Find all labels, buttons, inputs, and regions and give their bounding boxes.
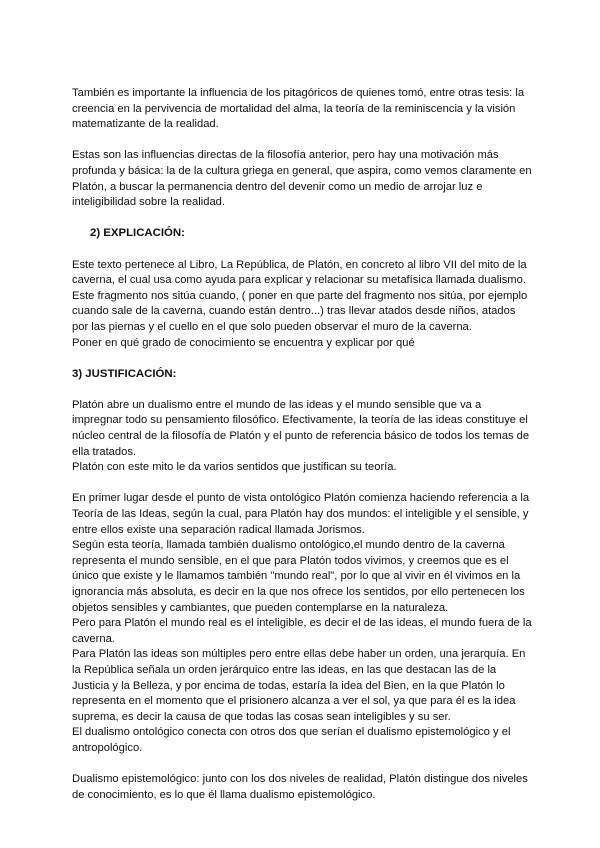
paragraph-segun-teoria: Según esta teoría, llamada también dualismo ontológico,el mundo dentro de la caverna representa el mundo sensible, en el que para Platón todos vivimos, y creemos que es el único que existe y le llamamos también "mundo real", por lo que al vivir en él vivimos en la ignorancia más absoluta, es decir en la que nos ofrece los sentidos, por ello pertenecen los objetos sensibles y cambiantes, que pueden contemplarse en la naturaleza. bbox=[72, 539, 525, 614]
paragraph-texto-pertenece: Este texto pertenece al Libro, La República, de Platón, en concreto al libro VII del mito de la caverna, el cual usa como ayuda para explicar y relacionar su metafísica llamada dualismo. Este fragmento nos sitúa cuando, ( poner en que parte del fragmento nos sitúa, por ejemplo cuando sale de la caverna, cuando están dentro...) tras llevar atados desde niños, atados por las piernas y el cuello en el que solo pueden observar el muro de la caverna. bbox=[72, 258, 528, 333]
paragraph-grado-conocimiento: Poner en qué grado de conocimiento se encuentra y explicar por qué bbox=[72, 336, 415, 349]
blank-line bbox=[72, 476, 532, 492]
paragraph-ontologico: En primer lugar desde el punto de vista ontológico Platón comienza haciendo referencia a la Teoría de las Ideas, según la cual, para Platón hay dos mundos: el inteligible y el sensible, y entre ellos existe una separación radical llamada Jorismos. bbox=[72, 492, 530, 536]
paragraph-epistemologico: Dualismo epistemológico: junto con los dos niveles de realidad, Platón distingue dos niveles de conocimiento, es lo que él llama dualismo epistemológico. bbox=[72, 773, 528, 801]
paragraph-sentidos: Platón con este mito le da varios sentidos que justifican su teoría. bbox=[72, 461, 397, 474]
heading-justificacion: 3) JUSTIFICACIÓN: bbox=[72, 367, 177, 380]
blank-line bbox=[72, 133, 532, 149]
paragraph-dualismo: Platón abre un dualismo entre el mundo de las ideas y el mundo sensible que va a impregnar todo su pensamiento filosófico. Efectivamente, la teoría de las ideas constituye el núcleo central de la filosofía de Platón y el punto de referencia básico de todos los temas de ella tratados. bbox=[72, 398, 530, 458]
blank-line bbox=[72, 757, 532, 773]
paragraph-pitagoricos: También es importante la influencia de los pitagóricos de quienes tomó, entre otras tesis: la creencia en la pervivencia de mortalidad del alma, la teoría de la reminiscencia y la visión matematizante de la realidad. bbox=[72, 87, 525, 131]
paragraph-conecta: El dualismo ontológico conecta con otros dos que serían el dualismo epistemológico y el antropológico. bbox=[72, 726, 511, 754]
blank-line bbox=[72, 211, 532, 227]
heading-explicacion: 2) EXPLICACIÓN: bbox=[90, 227, 185, 240]
paragraph-influencias: Estas son las influencias directas de la filosofía anterior, pero hay una motivación más profunda y básica: la de la cultura griega en general, que aspira, como vemos claramente en Platón, a buscar la permanencia dentro del devenir como un medio de arrojar luz e inteligibilidad sobre la realidad. bbox=[72, 149, 532, 209]
blank-line bbox=[72, 382, 532, 398]
blank-line bbox=[72, 351, 532, 367]
blank-line bbox=[72, 242, 532, 258]
paragraph-jerarquia: Para Platón las ideas son múltiples pero entre ellas debe haber un orden, una jerarquía. En la República señala un orden jerárquico entre las ideas, en las que destacan las de la Justicia y la Belleza, y por encima de todas, estaría la idea del Bien, en la que Platón lo representa en el momento que el prisionero alcanza a ver el sol, ya que para él es la idea suprema, es decir la causa de que todas las cosas sean inteligibles y su ser. bbox=[72, 648, 526, 723]
paragraph-mundo-real: Pero para Platón el mundo real es el inteligible, es decir el de las ideas, el mundo fuera de la caverna. bbox=[72, 617, 532, 645]
